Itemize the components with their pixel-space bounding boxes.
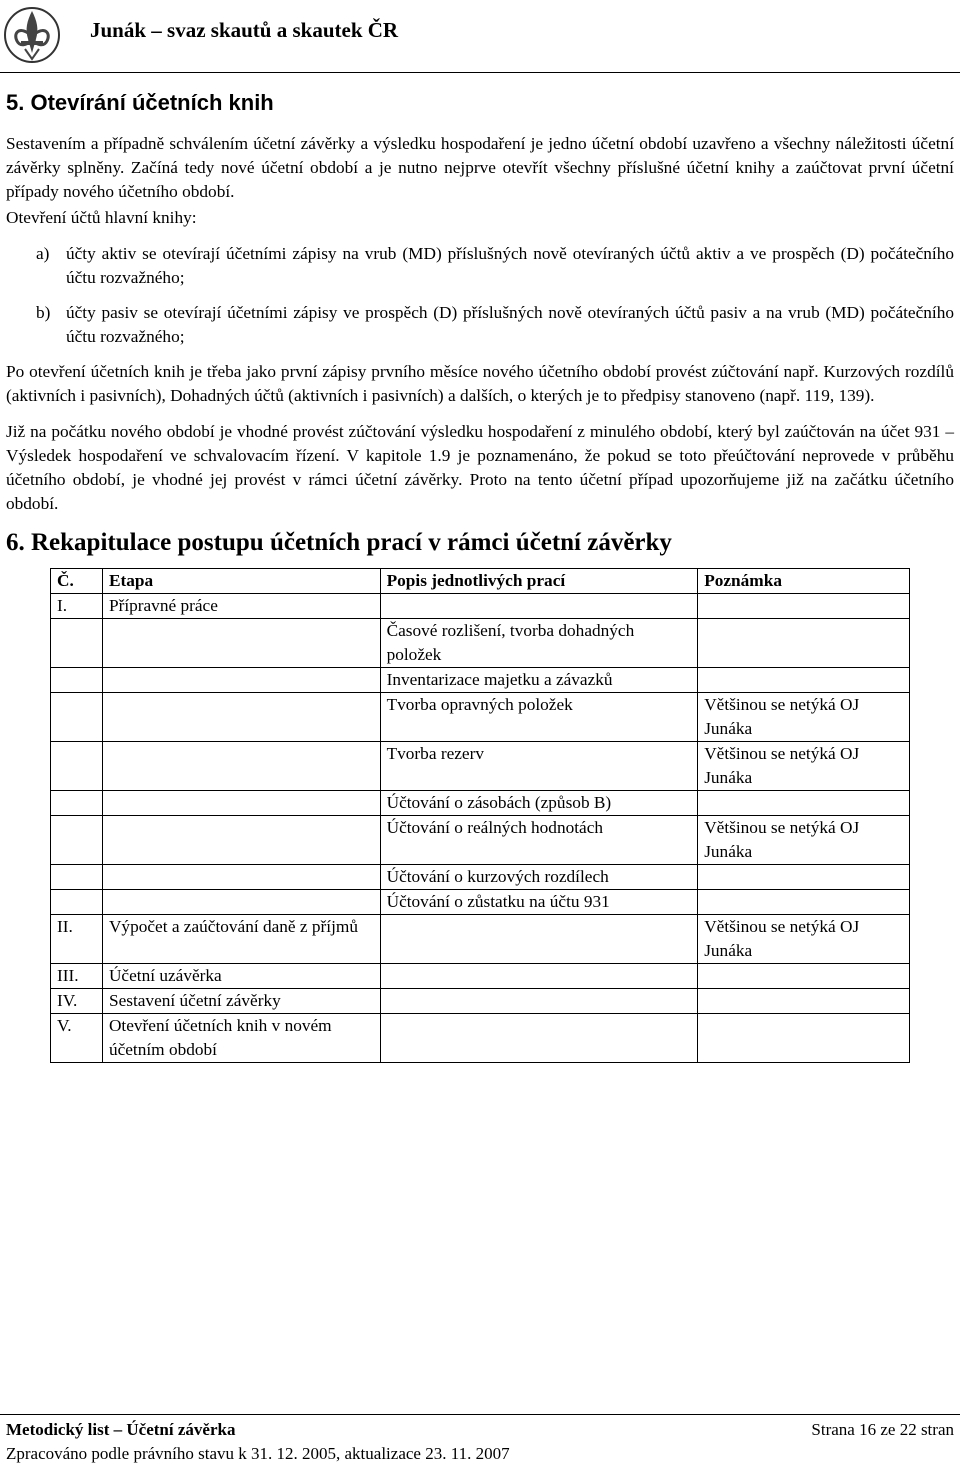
table-cell [698, 989, 910, 1014]
paragraph-accruals: Po otevření účetních knih je třeba jako první zápisy prvního měsíce nového účetního období provést zúčtování např. Kurzových rozdílů (aktivních i pasivních), Dohadných účtů (aktivních i pasivních) a dalších, o kterých je to předpisy stanoveno (např. 119, 139). [6, 362, 954, 405]
page-number: Strana 16 ze 22 stran [811, 1420, 954, 1439]
table-row [51, 964, 910, 989]
footer-divider [0, 1414, 960, 1415]
table-cell: Tvorba opravných položek [380, 693, 698, 742]
table-cell [51, 791, 103, 816]
document-body [6, 90, 954, 1063]
table-cell [102, 791, 380, 816]
page-header [0, 0, 960, 78]
table-cell [698, 1014, 910, 1063]
list-item [6, 242, 954, 290]
list-marker: a) [36, 244, 50, 263]
table-cell: Výpočet a zaúčtování daně z příjmů [102, 915, 380, 964]
table-row [51, 668, 910, 693]
table-cell [102, 865, 380, 890]
table-cell: V. [51, 1014, 103, 1063]
paragraph-result: Již na počátku nového období je vhodné provést zúčtování výsledku hospodaření z minulého období, který byl zaúčtován na účet 931 – Výsledek hospodaření ve schvalovacím řízení. V kapitole 1.9 je poznamenáno, že pokud se toto přeúčtování neprovede v průběhu účetního období, je vhodné jej provést v rámci účetní závěrky. Proto na tento účetní případ upozorňujeme již na začátku účetního období. [6, 422, 954, 513]
table-cell [698, 964, 910, 989]
header-divider [0, 72, 960, 73]
table-cell: I. [51, 594, 103, 619]
table-cell [102, 890, 380, 915]
table-cell: Účetní uzávěrka [102, 964, 380, 989]
table-cell [102, 619, 380, 668]
table-cell [51, 742, 103, 791]
column-header: Poznámka [698, 569, 910, 594]
table-cell [380, 1014, 698, 1063]
table-cell: Účtování o reálných hodnotách [380, 816, 698, 865]
table-cell [380, 989, 698, 1014]
table-cell: II. [51, 915, 103, 964]
table-cell [51, 890, 103, 915]
table-cell: Inventarizace majetku a závazků [380, 668, 698, 693]
table-cell: Účtování o zůstatku na účtu 931 [380, 890, 698, 915]
table-cell: Většinou se netýká OJ Junáka [698, 693, 910, 742]
table-row [51, 594, 910, 619]
table-row [51, 619, 910, 668]
footer-title: Metodický list – Účetní závěrka [6, 1420, 236, 1439]
scout-lily-logo-icon [3, 3, 61, 67]
column-header: Popis jednotlivých prací [380, 569, 698, 594]
table-row [51, 989, 910, 1014]
list-item [6, 301, 954, 349]
table-cell [698, 791, 910, 816]
table-row [51, 890, 910, 915]
table-cell [51, 619, 103, 668]
stages-table [50, 568, 910, 1063]
table-cell: Tvorba rezerv [380, 742, 698, 791]
table-cell: Časové rozlišení, tvorba dohadných položek [380, 619, 698, 668]
footer-note: Zpracováno podle právního stavu k 31. 12. 2005, aktualizace 23. 11. 2007 [6, 1444, 510, 1463]
table-cell [102, 668, 380, 693]
table-header-row [51, 569, 910, 594]
table-cell [698, 890, 910, 915]
table-cell: Účtování o zásobách (způsob B) [380, 791, 698, 816]
page-footer [6, 1418, 954, 1466]
table-cell [698, 668, 910, 693]
table-cell [380, 594, 698, 619]
table-cell [51, 668, 103, 693]
table-cell [698, 865, 910, 890]
table-row [51, 693, 910, 742]
table-cell [51, 865, 103, 890]
column-header: Etapa [102, 569, 380, 594]
table-cell: Účtování o kurzových rozdílech [380, 865, 698, 890]
table-cell: Většinou se netýká OJ Junáka [698, 742, 910, 791]
list-marker: b) [36, 303, 51, 322]
table-cell: Většinou se netýká OJ Junáka [698, 915, 910, 964]
table-cell [102, 693, 380, 742]
table-row [51, 1014, 910, 1063]
table-cell [698, 619, 910, 668]
table-cell: Sestavení účetní závěrky [102, 989, 380, 1014]
table-cell: Otevření účetních knih v novém účetním období [102, 1014, 380, 1063]
table-cell [380, 915, 698, 964]
list-item-text: účty pasiv se otevírají účetními zápisy ve prospěch (D) příslušných nově otevíraných účtů pasiv a na vrub (MD) počátečního účtu rozvažného; [66, 303, 954, 346]
table-cell [698, 594, 910, 619]
organization-name: Junák – svaz skautů a skautek ČR [90, 18, 399, 42]
table-row [51, 915, 910, 964]
table-cell: III. [51, 964, 103, 989]
table-cell [102, 742, 380, 791]
table-cell [380, 964, 698, 989]
table-cell [102, 816, 380, 865]
section-6-heading: 6. Rekapitulace postupu účetních prací v rámci účetní závěrky [6, 529, 672, 556]
list-item-text: účty aktiv se otevírají účetními zápisy na vrub (MD) příslušných nově otevíraných účtů aktiv a ve prospěch (D) počátečního účtu rozvažného; [66, 244, 954, 287]
section-5-intro: Sestavením a případně schválením účetní závěrky a výsledku hospodaření je jedno účetní období uzavřeno a všechny náležitosti účetní závěrky splněny. Začíná tedy nové účetní období a je nutno nejprve otevřít všechny příslušné účetní knihy a zaúčtovat první účetní případy nového účetního období. [6, 134, 954, 201]
table-cell: Přípravné práce [102, 594, 380, 619]
list-intro: Otevření účtů hlavní knihy: [6, 208, 197, 227]
table-row [51, 865, 910, 890]
table-cell [51, 693, 103, 742]
table-cell [51, 816, 103, 865]
table-row [51, 816, 910, 865]
table-cell: Většinou se netýká OJ Junáka [698, 816, 910, 865]
column-header: Č. [51, 569, 103, 594]
table-cell: IV. [51, 989, 103, 1014]
table-row [51, 791, 910, 816]
section-5-heading: 5. Otevírání účetních knih [6, 90, 274, 115]
table-row [51, 742, 910, 791]
